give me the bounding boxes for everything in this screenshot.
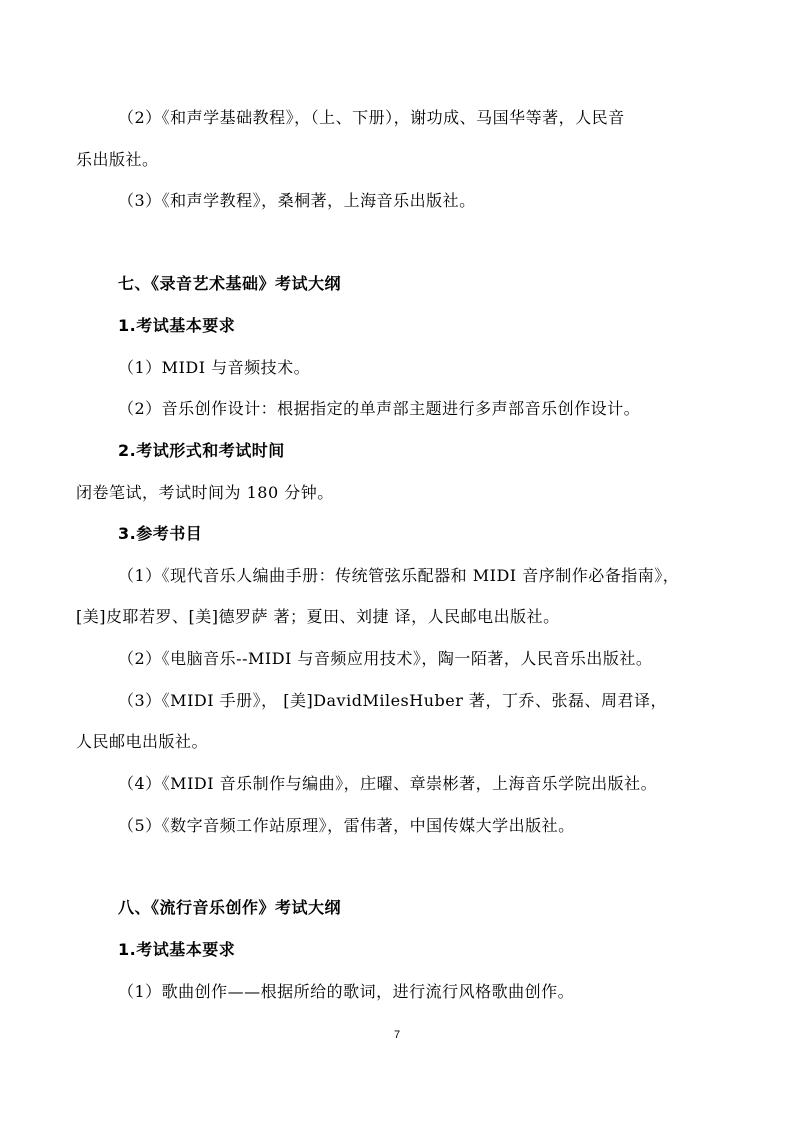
reference-item-2-line-2: 乐出版社。: [76, 150, 159, 169]
page-number: 7: [393, 1029, 401, 1041]
subheading-basic-requirements: 1.考试基本要求: [118, 316, 236, 335]
subheading-pop-basic-requirements: 1.考试基本要求: [118, 940, 236, 959]
requirement-item-2: （2）音乐创作设计：根据指定的单声部主题进行多声部音乐创作设计。: [118, 399, 641, 418]
book-item-4: （4）《MIDI 音乐制作与编曲》，庄曜、章崇彬著，上海音乐学院出版社。: [118, 774, 658, 793]
reference-item-3: （3）《和声学教程》，桑桐著，上海音乐出版社。: [118, 191, 476, 210]
exam-format-text: 闭卷笔试，考试时间为 180 分钟。: [76, 483, 334, 502]
section-heading-recording-arts: 七、《录音艺术基础》考试大纲: [118, 274, 342, 293]
book-item-3-line-1: （3）《MIDI 手册》， [美]DavidMilesHuber 著，丁乔、张磊、周君译，: [118, 691, 667, 710]
book-item-5: （5）《数字音频工作站原理》，雷伟著，中国传媒大学出版社。: [118, 816, 575, 835]
section-heading-pop-music: 八、《流行音乐创作》考试大纲: [118, 898, 342, 917]
subheading-reference-books: 3.参考书目: [118, 524, 203, 543]
subheading-exam-format: 2.考试形式和考试时间: [118, 441, 285, 460]
book-item-2: （2）《电脑音乐--MIDI 与音频应用技术》，陶一陌著，人民音乐出版社。: [118, 649, 653, 668]
reference-item-2-line-1: （2）《和声学基础教程》，（上、下册），谢功成、马国华等著，人民音: [118, 108, 625, 127]
pop-requirement-item-1: （1）歌曲创作——根据所给的歌词，进行流行风格歌曲创作。: [118, 982, 575, 1001]
book-item-1-line-2: [美]皮耶若罗、[美]德罗萨 著；夏田、刘捷 译，人民邮电出版社。: [76, 607, 560, 626]
requirement-item-1: （1）MIDI 与音频技术。: [118, 358, 311, 377]
book-item-3-line-2: 人民邮电出版社。: [76, 732, 209, 751]
book-item-1-line-1: （1）《现代音乐人编曲手册：传统管弦乐配器和 MIDI 音序制作必备指南》，: [118, 566, 680, 585]
